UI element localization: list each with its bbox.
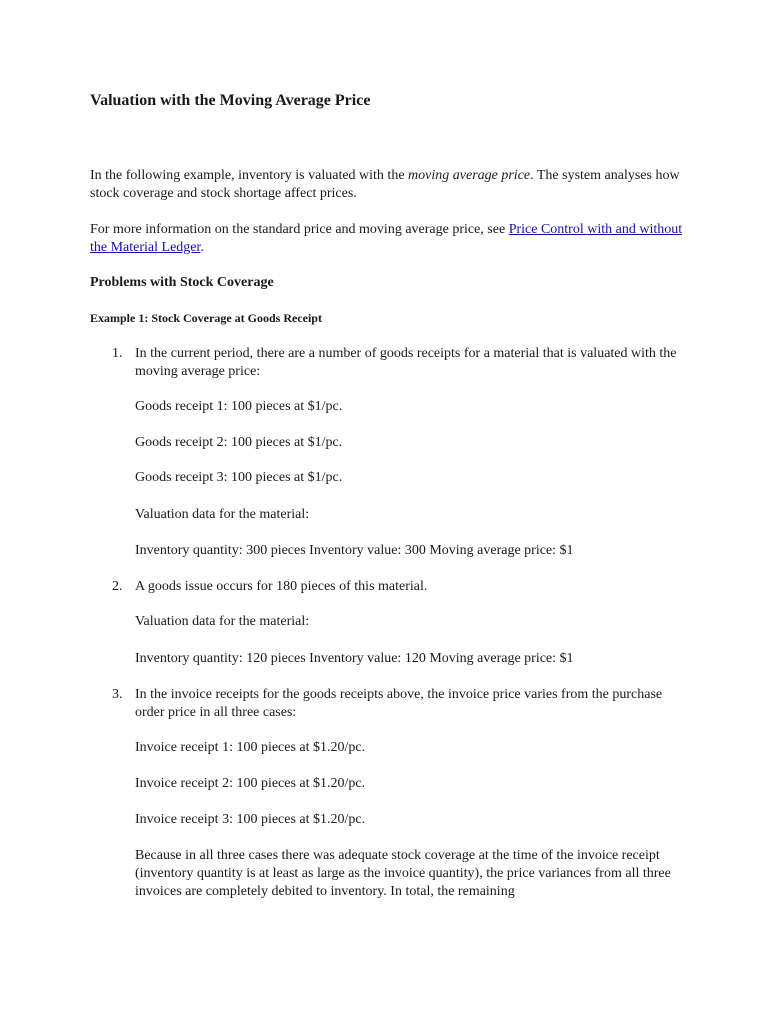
step-line: Because in all three cases there was adequate stock coverage at the time of the invoice receipt (inventory quantity is at least as large as the invoice quantity), the price variances from all three invoices are completely debited to inventory. In total, the remaining — [135, 848, 671, 899]
step-line: Goods receipt 1: 100 pieces at $1/pc. — [135, 399, 343, 414]
step-line: Goods receipt 3: 100 pieces at $1/pc. — [135, 470, 343, 485]
step-text: A goods issue occurs for 180 pieces of this material. — [135, 579, 428, 594]
intro-emphasis: moving average price — [408, 168, 531, 183]
section-heading: Problems with Stock Coverage — [90, 275, 274, 290]
step-line: Inventory quantity: 120 pieces Inventory value: 120 Moving average price: $1 — [135, 651, 574, 666]
step-text: In the invoice receipts for the goods receipts above, the invoice price varies from the purchase order price in all three cases: — [135, 687, 663, 720]
step-line: Valuation data for the material: — [135, 507, 310, 522]
step-line: Invoice receipt 1: 100 pieces at $1.20/pc. — [135, 740, 366, 755]
more-info-text-before: For more information on the standard price and moving average price, see — [90, 222, 509, 237]
step-line: Goods receipt 2: 100 pieces at $1/pc. — [135, 435, 343, 450]
step-number: 2. — [112, 579, 123, 594]
more-info-text-after: . — [200, 240, 204, 255]
intro-paragraph — [90, 167, 690, 203]
intro-text-after: . The system analyses how stock coverage and stock shortage affect prices. — [90, 168, 680, 201]
step-line: Invoice receipt 3: 100 pieces at $1.20/pc. — [135, 812, 366, 827]
step-number: 1. — [112, 346, 123, 361]
step-line: Invoice receipt 2: 100 pieces at $1.20/pc. — [135, 776, 366, 791]
more-info-paragraph — [90, 221, 690, 257]
page-title: Valuation with the Moving Average Price — [90, 92, 371, 109]
example-heading: Example 1: Stock Coverage at Goods Receipt — [90, 311, 322, 325]
price-control-link[interactable]: Price Control with and without the Material Ledger — [90, 222, 683, 255]
step-text: In the current period, there are a number of goods receipts for a material that is valuated with the moving average price: — [135, 346, 677, 379]
step-line: Inventory quantity: 300 pieces Inventory value: 300 Moving average price: $1 — [135, 543, 574, 558]
intro-text-before: In the following example, inventory is valuated with the — [90, 168, 409, 183]
step-line: Valuation data for the material: — [135, 614, 310, 629]
step-number: 3. — [112, 687, 123, 702]
